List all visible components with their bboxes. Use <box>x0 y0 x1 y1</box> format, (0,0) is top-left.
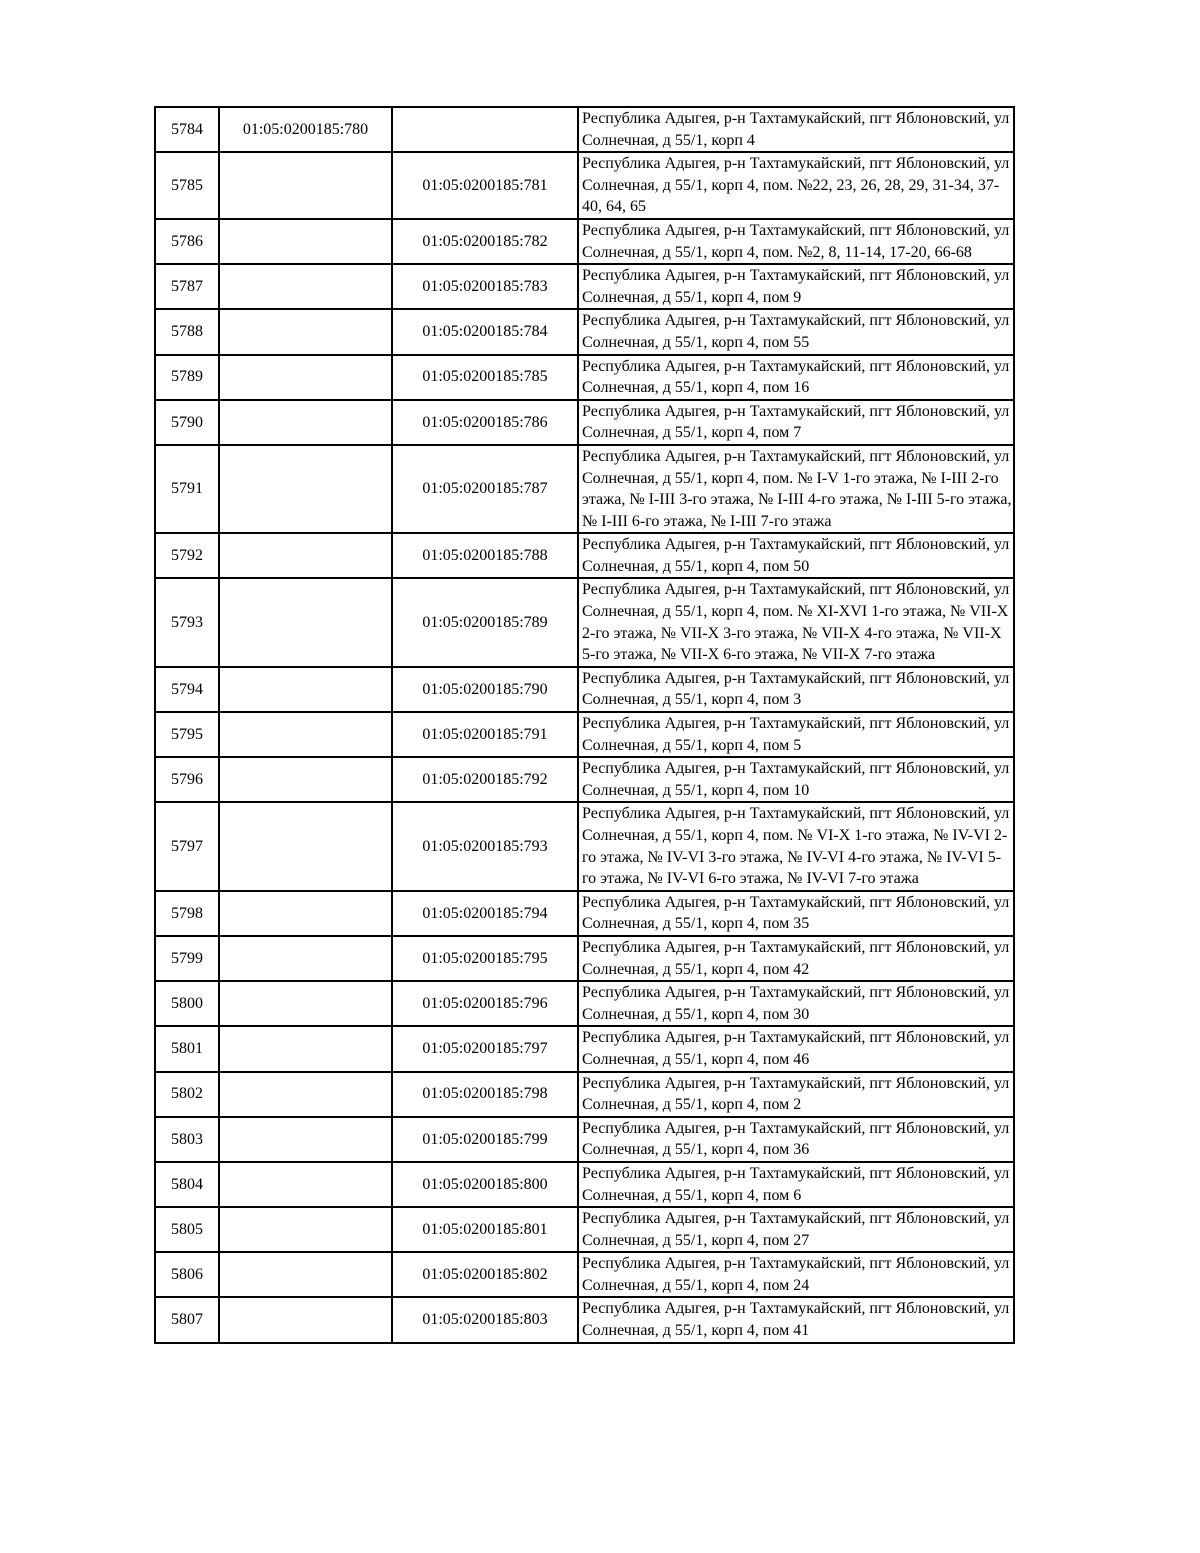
parent-cadastral-number <box>219 712 392 757</box>
table-row <box>155 219 1014 264</box>
row-number: 5791 <box>155 445 219 533</box>
row-number: 5800 <box>155 981 219 1026</box>
cadastral-number: 01:05:0200185:781 <box>392 152 578 219</box>
cadastral-number: 01:05:0200185:786 <box>392 400 578 445</box>
address: Республика Адыгея, р-н Тахтамукайский, пгт Яблоновский, ул Солнечная, д 55/1, корп 4, пом 7 <box>578 400 1014 445</box>
parent-cadastral-number <box>219 1026 392 1071</box>
table-row <box>155 1026 1014 1071</box>
cadastral-number: 01:05:0200185:796 <box>392 981 578 1026</box>
address: Республика Адыгея, р-н Тахтамукайский, пгт Яблоновский, ул Солнечная, д 55/1, корп 4, пом 6 <box>578 1162 1014 1207</box>
parent-cadastral-number <box>219 152 392 219</box>
parent-cadastral-number <box>219 1162 392 1207</box>
cadastral-number: 01:05:0200185:784 <box>392 309 578 354</box>
parent-cadastral-number <box>219 1072 392 1117</box>
row-number: 5806 <box>155 1252 219 1297</box>
address: Республика Адыгея, р-н Тахтамукайский, пгт Яблоновский, ул Солнечная, д 55/1, корп 4, пом 36 <box>578 1117 1014 1162</box>
address: Республика Адыгея, р-н Тахтамукайский, пгт Яблоновский, ул Солнечная, д 55/1, корп 4, пом 16 <box>578 355 1014 400</box>
property-registry-table <box>154 106 1015 1344</box>
row-number: 5789 <box>155 355 219 400</box>
parent-cadastral-number <box>219 355 392 400</box>
parent-cadastral-number <box>219 1207 392 1252</box>
table-row <box>155 667 1014 712</box>
address: Республика Адыгея, р-н Тахтамукайский, пгт Яблоновский, ул Солнечная, д 55/1, корп 4, пом. № I-V 1-го этажа, № I-III 2-го этажа, № I-III 3-го этажа, № I-III 4-го этажа, № I-III 5-го этажа,№ I-III 6-го этажа, № I-III 7-го этажа <box>578 445 1014 533</box>
row-number: 5799 <box>155 936 219 981</box>
address: Республика Адыгея, р-н Тахтамукайский, пгт Яблоновский, ул Солнечная, д 55/1, корп 4, пом 50 <box>578 533 1014 578</box>
parent-cadastral-number <box>219 578 392 666</box>
row-number: 5802 <box>155 1072 219 1117</box>
table-row <box>155 802 1014 890</box>
cadastral-number: 01:05:0200185:783 <box>392 264 578 309</box>
address: Республика Адыгея, р-н Тахтамукайский, пгт Яблоновский, ул Солнечная, д 55/1, корп 4, пом 5 <box>578 712 1014 757</box>
parent-cadastral-number <box>219 667 392 712</box>
cadastral-number: 01:05:0200185:792 <box>392 757 578 802</box>
cadastral-number: 01:05:0200185:789 <box>392 578 578 666</box>
cadastral-number: 01:05:0200185:793 <box>392 802 578 890</box>
parent-cadastral-number <box>219 1297 392 1342</box>
parent-cadastral-number <box>219 309 392 354</box>
table-row <box>155 309 1014 354</box>
row-number: 5785 <box>155 152 219 219</box>
table-row <box>155 712 1014 757</box>
cadastral-number: 01:05:0200185:782 <box>392 219 578 264</box>
address: Республика Адыгея, р-н Тахтамукайский, пгт Яблоновский, ул Солнечная, д 55/1, корп 4, пом. № VI-X 1-го этажа, № IV-VI 2-го этажа, № IV-VI 3-го этажа, № IV-VI 4-го этажа, № IV-VI 5-го этажа, № IV-VI 6-го этажа, № IV-VI 7-го этажа <box>578 802 1014 890</box>
table-row <box>155 533 1014 578</box>
table-row <box>155 757 1014 802</box>
address: Республика Адыгея, р-н Тахтамукайский, пгт Яблоновский, ул Солнечная, д 55/1, корп 4 <box>578 107 1014 152</box>
cadastral-number: 01:05:0200185:799 <box>392 1117 578 1162</box>
address: Республика Адыгея, р-н Тахтамукайский, пгт Яблоновский, ул Солнечная, д 55/1, корп 4, пом 27 <box>578 1207 1014 1252</box>
row-number: 5798 <box>155 891 219 936</box>
cadastral-number: 01:05:0200185:797 <box>392 1026 578 1071</box>
cadastral-number: 01:05:0200185:795 <box>392 936 578 981</box>
cadastral-number: 01:05:0200185:801 <box>392 1207 578 1252</box>
row-number: 5801 <box>155 1026 219 1071</box>
table-row <box>155 355 1014 400</box>
row-number: 5804 <box>155 1162 219 1207</box>
row-number: 5794 <box>155 667 219 712</box>
row-number: 5786 <box>155 219 219 264</box>
row-number: 5784 <box>155 107 219 152</box>
cadastral-number: 01:05:0200185:800 <box>392 1162 578 1207</box>
row-number: 5787 <box>155 264 219 309</box>
table-row <box>155 1252 1014 1297</box>
row-number: 5803 <box>155 1117 219 1162</box>
cadastral-number: 01:05:0200185:788 <box>392 533 578 578</box>
address: Республика Адыгея, р-н Тахтамукайский, пгт Яблоновский, ул Солнечная, д 55/1, корп 4, пом 35 <box>578 891 1014 936</box>
row-number: 5792 <box>155 533 219 578</box>
table-row <box>155 264 1014 309</box>
table-row <box>155 891 1014 936</box>
row-number: 5788 <box>155 309 219 354</box>
address: Республика Адыгея, р-н Тахтамукайский, пгт Яблоновский, ул Солнечная, д 55/1, корп 4, пом. №2, 8, 11-14, 17-20, 66-68 <box>578 219 1014 264</box>
row-number: 5805 <box>155 1207 219 1252</box>
parent-cadastral-number <box>219 1117 392 1162</box>
address: Республика Адыгея, р-н Тахтамукайский, пгт Яблоновский, ул Солнечная, д 55/1, корп 4, пом. №22, 23, 26, 28, 29, 31-34, 37-40, 64, 65 <box>578 152 1014 219</box>
row-number: 5807 <box>155 1297 219 1342</box>
address: Республика Адыгея, р-н Тахтамукайский, пгт Яблоновский, ул Солнечная, д 55/1, корп 4, пом 24 <box>578 1252 1014 1297</box>
parent-cadastral-number <box>219 445 392 533</box>
cadastral-number <box>392 107 578 152</box>
address: Республика Адыгея, р-н Тахтамукайский, пгт Яблоновский, ул Солнечная, д 55/1, корп 4, пом 55 <box>578 309 1014 354</box>
address: Республика Адыгея, р-н Тахтамукайский, пгт Яблоновский, ул Солнечная, д 55/1, корп 4, пом 42 <box>578 936 1014 981</box>
parent-cadastral-number <box>219 981 392 1026</box>
table-row <box>155 981 1014 1026</box>
cadastral-number: 01:05:0200185:802 <box>392 1252 578 1297</box>
cadastral-number: 01:05:0200185:787 <box>392 445 578 533</box>
address: Республика Адыгея, р-н Тахтамукайский, пгт Яблоновский, ул Солнечная, д 55/1, корп 4, пом. № XI-XVI 1-го этажа, № VII-X 2-го этажа, № VII-X 3-го этажа, № VII-X 4-го этажа, № VII-X 5-го этажа, № VII-X 6-го этажа, № VII-X 7-го этажа <box>578 578 1014 666</box>
parent-cadastral-number <box>219 936 392 981</box>
address: Республика Адыгея, р-н Тахтамукайский, пгт Яблоновский, ул Солнечная, д 55/1, корп 4, пом 2 <box>578 1072 1014 1117</box>
address: Республика Адыгея, р-н Тахтамукайский, пгт Яблоновский, ул Солнечная, д 55/1, корп 4, пом 46 <box>578 1026 1014 1071</box>
parent-cadastral-number <box>219 891 392 936</box>
table-row <box>155 445 1014 533</box>
table-row <box>155 400 1014 445</box>
parent-cadastral-number <box>219 219 392 264</box>
row-number: 5793 <box>155 578 219 666</box>
cadastral-number: 01:05:0200185:790 <box>392 667 578 712</box>
table-row <box>155 1162 1014 1207</box>
address: Республика Адыгея, р-н Тахтамукайский, пгт Яблоновский, ул Солнечная, д 55/1, корп 4, пом 10 <box>578 757 1014 802</box>
table-row <box>155 1207 1014 1252</box>
address: Республика Адыгея, р-н Тахтамукайский, пгт Яблоновский, ул Солнечная, д 55/1, корп 4, пом 41 <box>578 1297 1014 1342</box>
parent-cadastral-number: 01:05:0200185:780 <box>219 107 392 152</box>
registry-table-body <box>155 107 1014 1343</box>
table-row <box>155 936 1014 981</box>
parent-cadastral-number <box>219 757 392 802</box>
cadastral-number: 01:05:0200185:794 <box>392 891 578 936</box>
table-row <box>155 1072 1014 1117</box>
address: Республика Адыгея, р-н Тахтамукайский, пгт Яблоновский, ул Солнечная, д 55/1, корп 4, пом 30 <box>578 981 1014 1026</box>
parent-cadastral-number <box>219 1252 392 1297</box>
parent-cadastral-number <box>219 802 392 890</box>
parent-cadastral-number <box>219 533 392 578</box>
cadastral-number: 01:05:0200185:803 <box>392 1297 578 1342</box>
cadastral-number: 01:05:0200185:785 <box>392 355 578 400</box>
table-row <box>155 1297 1014 1342</box>
cadastral-number: 01:05:0200185:798 <box>392 1072 578 1117</box>
row-number: 5796 <box>155 757 219 802</box>
address: Республика Адыгея, р-н Тахтамукайский, пгт Яблоновский, ул Солнечная, д 55/1, корп 4, пом 3 <box>578 667 1014 712</box>
address: Республика Адыгея, р-н Тахтамукайский, пгт Яблоновский, ул Солнечная, д 55/1, корп 4, пом 9 <box>578 264 1014 309</box>
table-row <box>155 107 1014 152</box>
parent-cadastral-number <box>219 400 392 445</box>
cadastral-number: 01:05:0200185:791 <box>392 712 578 757</box>
table-row <box>155 578 1014 666</box>
parent-cadastral-number <box>219 264 392 309</box>
row-number: 5795 <box>155 712 219 757</box>
table-row <box>155 1117 1014 1162</box>
table-row <box>155 152 1014 219</box>
row-number: 5797 <box>155 802 219 890</box>
row-number: 5790 <box>155 400 219 445</box>
